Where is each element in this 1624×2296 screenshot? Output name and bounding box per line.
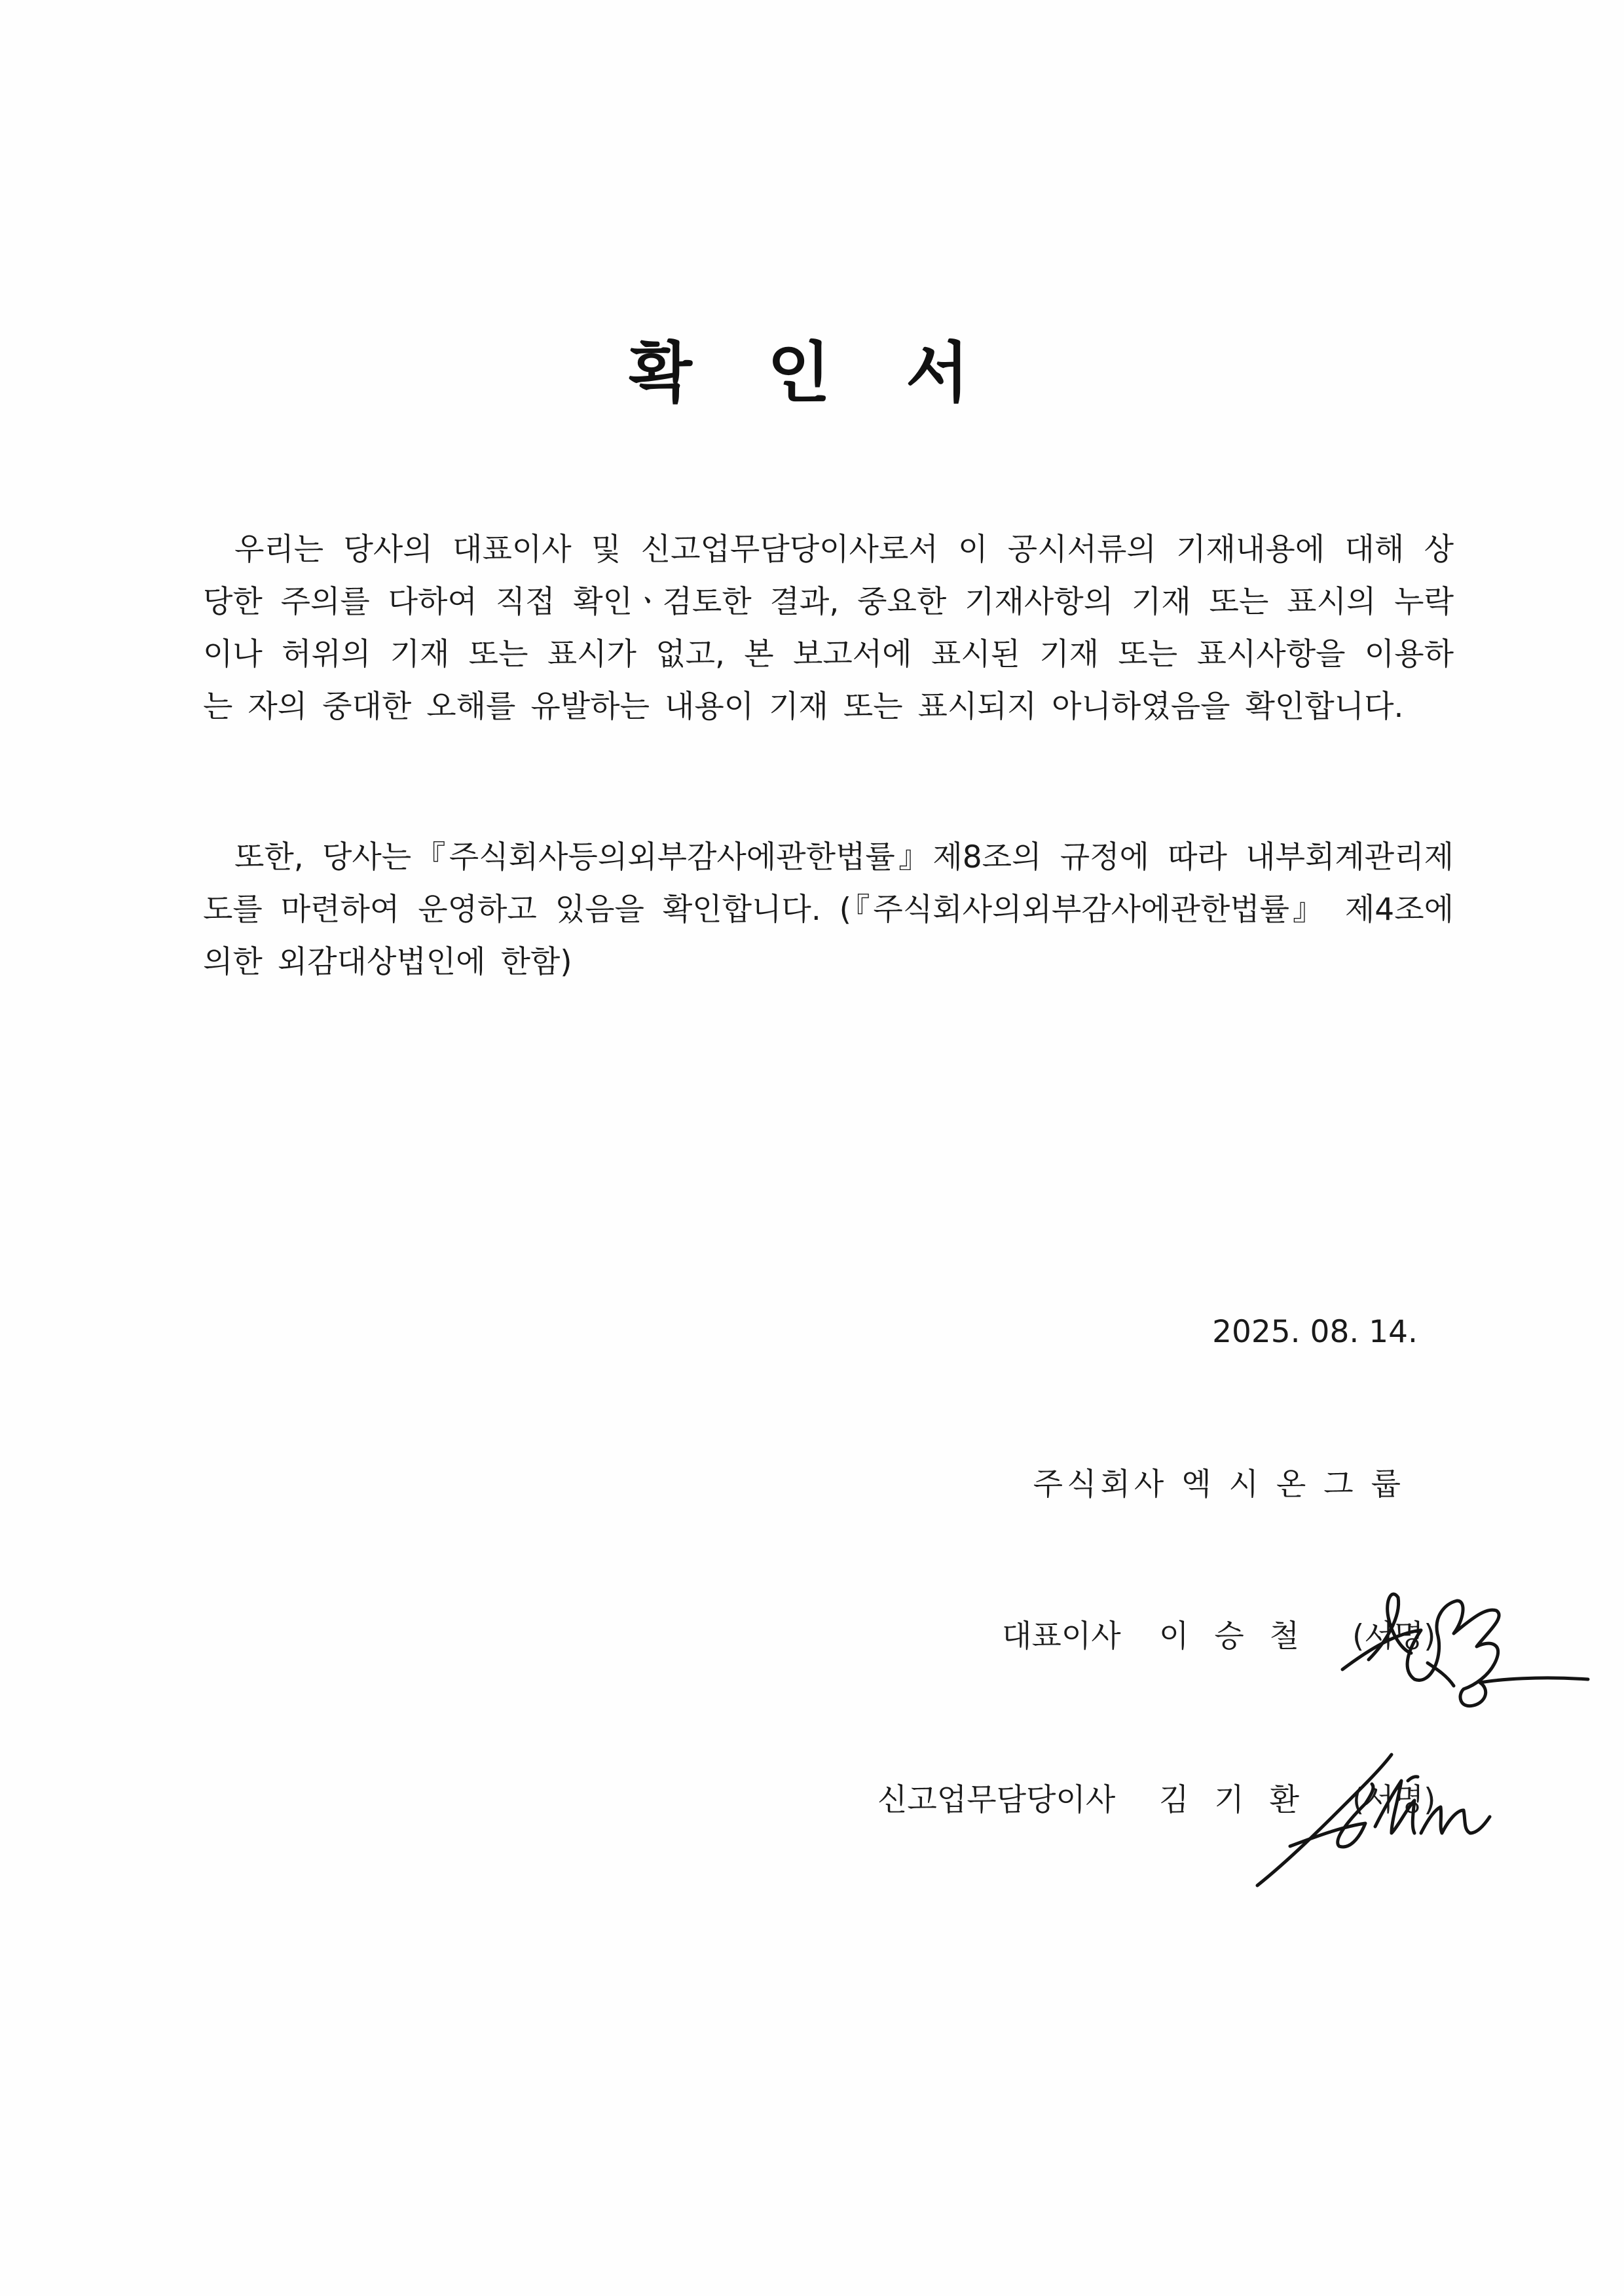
document-date: 2025. 08. 14. xyxy=(1212,1314,1418,1350)
company-name: 주식회사 엑 시 온 그 룹 xyxy=(1033,1467,1405,1503)
paragraph-line: 이나 허위의 기재 또는 표시가 없고, 본 보고서에 표시된 기재 또는 표시사항을 이용하 xyxy=(203,636,1454,672)
document-page: 확 인 서 우리는 당사의 대표이사 및 신고업무담당이사로서 이 공시서류의 기재내용에 대해 상 당한 주의를 다하여 직접 확인ㆍ검토한 결과, 중요한 기재사항의 기재 또는 표시의 누락 이나 허위의 기재 또는 표시가 없고, 본 보고서에 표시된 기재 또는 표시사항을 이용하 는 자의 중대한 오해를 유발하는 내용이 기재 또는 표시되지 아니하였음을 확인합니다. 또한, 당사는『주식회사등의외부감사에관한법률』제8조의 규정에 따라 내부회계관리제 도를 마련하여 운영하고 있음을 확인합니다. (『주식회사의외부감사에관한법률』 제4조에 의한 외감대상법인에 한함) 2025. 08. 14. 주식회사 엑 시 온 그 룹 대표이사 이 승 철 (서명) 신고업무담당이사 김 기 환 (서명) xyxy=(0,0,1624,2296)
paragraph-line: 는 자의 중대한 오해를 유발하는 내용이 기재 또는 표시되지 아니하였음을 확인합니다. xyxy=(203,689,1404,725)
signature-label: (서명) xyxy=(1352,1782,1436,1818)
document-title: 확 인 서 xyxy=(629,335,995,411)
paragraph-line: 당한 주의를 다하여 직접 확인ㆍ검토한 결과, 중요한 기재사항의 기재 또는 표시의 누락 xyxy=(203,584,1454,620)
signature-label: (서명) xyxy=(1352,1618,1436,1654)
internal-control-paragraph xyxy=(203,831,1454,989)
paragraph-line: 우리는 당사의 대표이사 및 신고업무담당이사로서 이 공시서류의 기재내용에 대해 상 xyxy=(234,532,1454,568)
signatory-name: 이 승 철 xyxy=(1159,1618,1308,1654)
confirmation-paragraph xyxy=(203,524,1454,733)
paragraph-line: 도를 마련하여 운영하고 있음을 확인합니다. (『주식회사의외부감사에관한법률』 제4조에 xyxy=(203,892,1454,928)
paragraph-line: 또한, 당사는『주식회사등의외부감사에관한법률』제8조의 규정에 따라 내부회계관리제 xyxy=(234,839,1454,875)
signatory-name: 김 기 환 xyxy=(1159,1782,1308,1818)
paragraph-line: 의한 외감대상법인에 한함) xyxy=(203,944,572,980)
